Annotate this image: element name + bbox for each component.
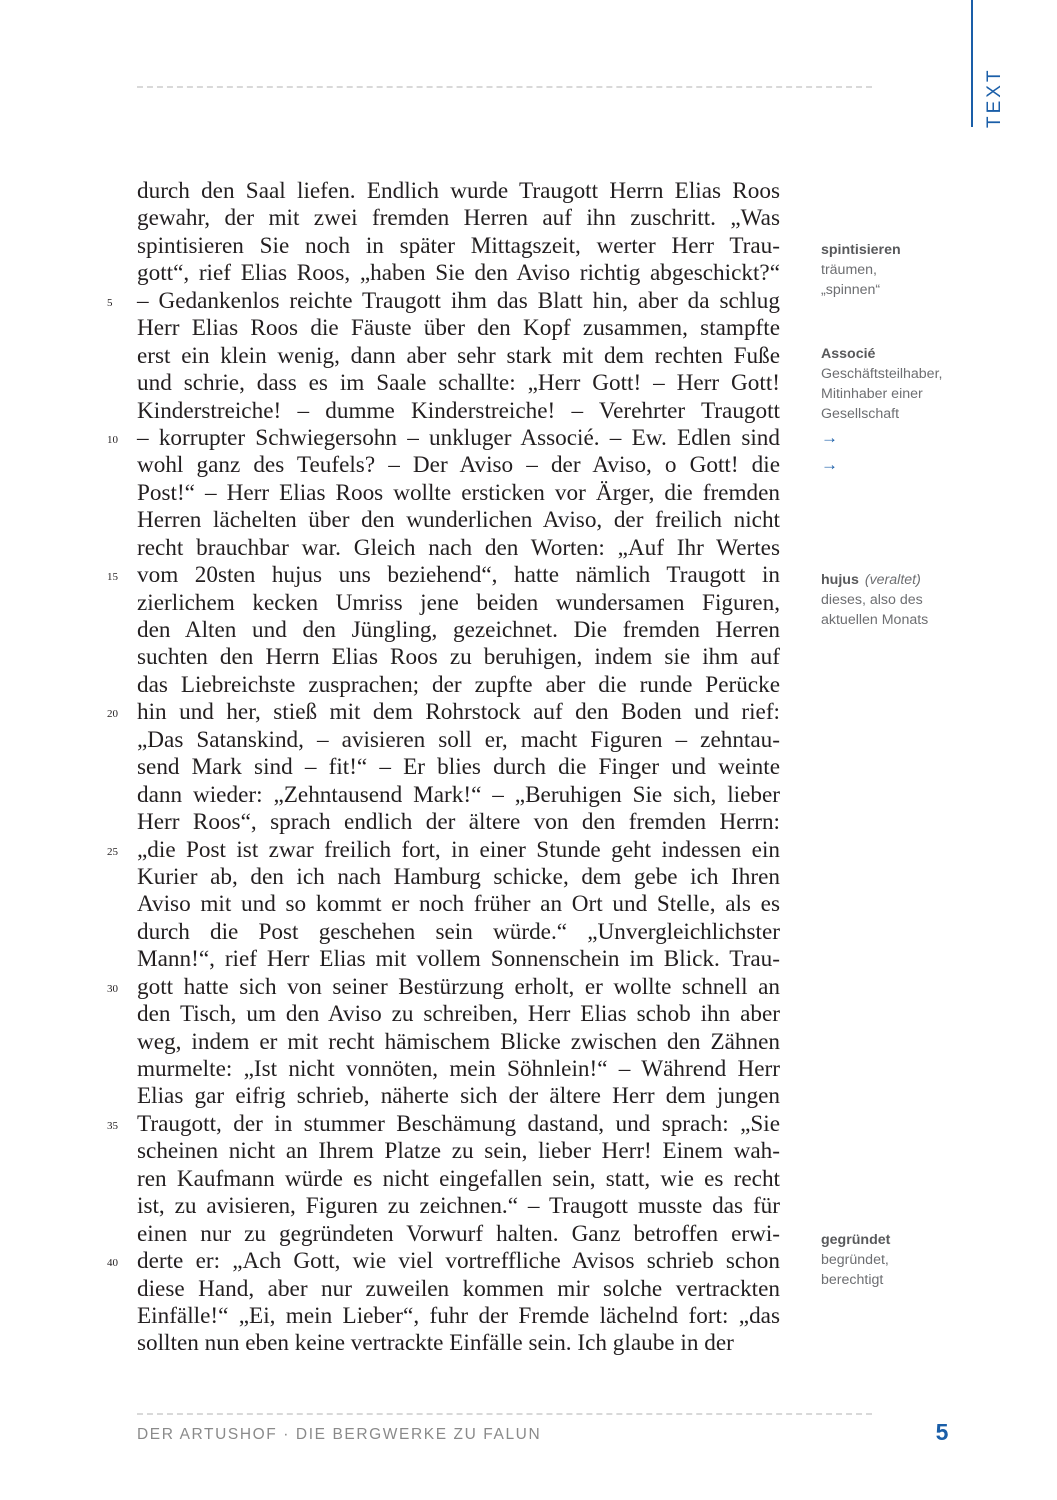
text-line-content: diese Hand, aber nur zuweilen kommen mir solche vertrackten (137, 1275, 780, 1302)
gloss-spintisieren (821, 240, 981, 300)
arrow-right-icon[interactable]: → (821, 428, 838, 447)
gloss-term: spintisieren (821, 242, 901, 258)
text-line-content: Kurier ab, den ich nach Hamburg schicke, dem gebe ich Ihren (137, 863, 780, 890)
text-line-content: sollten nun eben keine vertrackte Einfälle sein. Ich glaube in der (137, 1330, 734, 1357)
text-line-content: den Alten und den Jüngling, gezeichnet. Die fremden Herren (137, 617, 780, 643)
text-line (137, 1166, 780, 1193)
text-line (137, 590, 780, 617)
text-line-content: Herr Roos“, sprach endlich der ältere von den fremden Herrn: (137, 809, 780, 836)
text-line-content: einen nur zu gegründeten Vorwurf halten. Ganz betroffen erwi- (137, 1220, 780, 1247)
text-line (137, 205, 780, 232)
text-line-content: erst ein klein wenig, dann aber sehr stark mit dem rechten Fuße (137, 342, 780, 369)
text-line (137, 1330, 780, 1357)
text-line-content: send Mark sind – fit!“ – Er blies durch die Finger und weinte (137, 754, 780, 781)
text-line-content: Elias gar eifrig schrieb, näherte sich der ältere Herr dem jungen (137, 1083, 780, 1110)
text-line-content: ist, zu avisieren, Figuren zu zeichnen.“ – Traugott musste das für (137, 1193, 780, 1220)
text-line (137, 1083, 780, 1110)
text-line-content: ren Kaufmann würde es nicht eingefallen sein, statt, wie es recht (137, 1165, 780, 1192)
text-line (137, 343, 780, 370)
gloss-gegruendet (821, 1230, 981, 1290)
text-line (137, 782, 780, 809)
text-line (137, 754, 780, 781)
text-line (137, 1001, 780, 1028)
text-line (137, 370, 780, 397)
line-number: 20 (107, 708, 118, 721)
section-tab-rule (971, 0, 973, 127)
gloss-definition-line: dieses, also des (821, 592, 923, 608)
text-line-content: den Tisch, um den Aviso zu schreiben, Herr Elias schob ihn aber (137, 1001, 780, 1028)
gloss-definition-line: Geschäftsteilhaber, (821, 366, 943, 382)
gloss-definition-line: träumen, (821, 262, 877, 278)
text-line (137, 260, 780, 287)
text-line (137, 617, 780, 644)
text-line-content: spintisieren Sie noch in später Mittagszeit, werter Herr Trau- (137, 232, 780, 259)
text-line (137, 864, 780, 891)
text-line-content: vom 20sten hujus uns beziehend“, hatte nämlich Traugott in (137, 562, 780, 589)
arrow-right-icon[interactable]: → (821, 455, 838, 474)
text-line (107, 287, 780, 315)
text-line-content: Herr Elias Roos die Fäuste über den Kopf zusammen, stampfte (137, 315, 780, 342)
text-line (107, 562, 780, 589)
gloss-definition-line: „spinnen“ (821, 282, 881, 298)
line-number: 35 (107, 1119, 118, 1132)
text-line (137, 1303, 780, 1330)
line-number: 30 (107, 982, 118, 995)
text-line-content: Mann!“, rief Herr Elias mit vollem Sonnenschein im Blick. Trau- (137, 946, 780, 973)
text-line (137, 233, 780, 260)
text-line (107, 424, 780, 452)
gloss-definition-line: berechtigt (821, 1272, 884, 1288)
gloss-associe (821, 344, 981, 478)
text-line-content: hin und her, stieß mit dem Rohrstock auf den Boden und rief: (137, 699, 780, 726)
text-line-content: murmelte: „Ist nicht vonnöten, mein Söhnlein!“ – Während Herr (137, 1056, 780, 1082)
text-line (137, 727, 780, 754)
gloss-term: Associé (821, 346, 876, 362)
text-line-content: durch die Post geschehen sein würde.“ „Unvergleichlichster (137, 918, 780, 945)
gloss-definition-line: Gesellschaft (821, 406, 900, 422)
gloss-definition-line: aktuellen Monats (821, 612, 929, 628)
line-number: 15 (107, 571, 118, 584)
text-line-content: Kinderstreiche! – dumme Kinderstreiche! – Verehrter Traugott (137, 397, 780, 424)
text-line (137, 672, 780, 699)
text-line-content: – Gedankenlos reichte Traugott ihm das Blatt hin, aber da schlug (137, 287, 780, 314)
text-line-content: scheinen nicht an Ihrem Platze zu sein, lieber Herr! Einem wah- (137, 1138, 780, 1165)
text-line-content: dann wieder: „Zehntausend Mark!“ – „Beruhigen Sie sich, lieber (137, 781, 780, 808)
text-line (137, 1029, 780, 1056)
gloss-term: hujus (821, 572, 859, 588)
text-line (107, 699, 780, 726)
text-line-content: Aviso mit und so kommt er noch früher an Ort und Stelle, als es (137, 891, 780, 918)
text-line-content: – korrupter Schwiegersohn – unkluger Associé. – Ew. Edlen sind (137, 424, 780, 451)
main-text-column (107, 178, 780, 1358)
text-line-content: gott hatte sich von seiner Bestürzung erholt, er wollte schnell an (137, 973, 780, 1000)
text-line (137, 809, 780, 836)
text-line (137, 315, 780, 342)
text-line-content: „die Post ist zwar freilich fort, in einer Stunde geht indessen ein (137, 836, 780, 863)
text-line (137, 1056, 780, 1083)
text-line (137, 1193, 780, 1220)
text-line-content: suchten den Herrn Elias Roos zu beruhigen, indem sie ihm auf (137, 644, 780, 671)
gloss-hujus (821, 570, 981, 630)
text-line (107, 1110, 780, 1138)
line-number: 5 (107, 296, 113, 309)
text-line (137, 946, 780, 973)
text-line-content: weg, indem er mit recht hämischem Blicke zwischen den Zähnen (137, 1028, 780, 1055)
text-line (137, 644, 780, 671)
text-line-content: zierlichem kecken Umriss jene beiden wundersamen Figuren, (137, 589, 780, 616)
text-line-content: durch den Saal liefen. Endlich wurde Traugott Herrn Elias Roos (137, 178, 780, 204)
text-line (137, 398, 780, 425)
footer-dashed-rule (137, 1413, 872, 1415)
line-number: 25 (107, 845, 118, 858)
section-tab-label: TEXT (984, 67, 1005, 128)
text-line (137, 452, 780, 479)
text-line-content: gott“, rief Elias Roos, „haben Sie den Aviso richtig abgeschickt?“ (137, 260, 780, 287)
text-line (137, 919, 780, 946)
gloss-definition-line: begründet, (821, 1252, 889, 1268)
running-footer-title: DER ARTUSHOF · DIE BERGWERKE ZU FALUN (137, 1426, 542, 1443)
gloss-definition-line: Mitinhaber einer (821, 386, 923, 402)
text-line-content: Traugott, der in stummer Beschämung dastand, und sprach: „Sie (137, 1110, 780, 1137)
text-line-content: Einfälle!“ „Ei, mein Lieber“, fuhr der Fremde lächelnd fort: „das (137, 1302, 780, 1329)
text-line (137, 1138, 780, 1165)
text-line (137, 507, 780, 534)
line-number: 10 (107, 433, 118, 446)
text-line-content: das Liebreichste zusprachen; der zupfte aber die runde Perücke (137, 671, 780, 698)
text-line-content: wohl ganz des Teufels? – Der Aviso – der Aviso, o Gott! die (137, 452, 780, 479)
line-number: 40 (107, 1257, 118, 1270)
text-line (107, 973, 780, 1001)
gloss-note: (veraltet) (864, 572, 921, 588)
text-line (137, 480, 780, 507)
gloss-term: gegründet (821, 1232, 891, 1248)
text-line (137, 178, 780, 205)
text-line (107, 1248, 780, 1275)
header-dashed-rule (137, 86, 872, 88)
text-line (137, 1276, 780, 1303)
text-line-content: derte er: „Ach Gott, wie viel vortreffliche Avisos schrieb schon (137, 1248, 780, 1275)
text-line-content: Post!“ – Herr Elias Roos wollte ersticken vor Ärger, die fremden (137, 479, 780, 506)
text-line (137, 1221, 780, 1248)
page-number: 5 (935, 1419, 949, 1445)
text-line-content: Herren lächelten über den wunderlichen Aviso, der freilich nicht (137, 507, 780, 534)
text-line-content: recht brauchbar war. Gleich nach den Worten: „Auf Ihr Wertes (137, 534, 780, 561)
text-line-content: und schrie, dass es im Saale schallte: „Herr Gott! – Herr Gott! (137, 370, 780, 397)
text-line (137, 891, 780, 918)
text-line-content: gewahr, der mit zwei fremden Herren auf ihn zuschritt. „Was (137, 205, 780, 232)
text-line (137, 535, 780, 562)
text-line (107, 836, 780, 864)
text-line-content: „Das Satanskind, – avisieren soll er, macht Figuren – zehntau- (137, 726, 780, 753)
